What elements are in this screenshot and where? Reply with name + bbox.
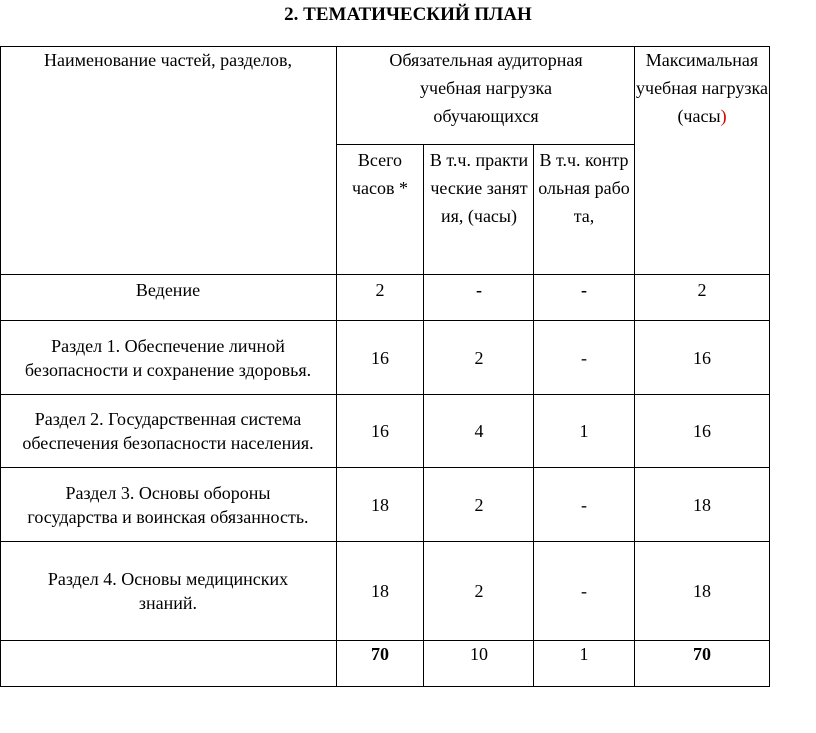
row-control: - [581,280,587,300]
row-max: 2 [697,280,707,300]
header-name: Наименование частей, разделов, [43,50,293,70]
row-name: Раздел 4. Основы медицинских знаний. [47,569,289,613]
header-total: Всего часов * [351,150,409,198]
row-max: 16 [693,421,711,441]
totals-total: 70 [371,644,389,664]
row-control: - [581,347,587,368]
table-border-bottom [0,686,770,687]
row-practice: 2 [474,494,484,515]
row-practice: 2 [474,581,484,601]
header-bottom-line [0,274,770,275]
table-border-right [769,46,770,687]
header-max: Максимальная учебная нагрузка (часы) [636,50,768,126]
totals-control: 1 [579,644,589,664]
header-group: Обязательная аудиторная учебная нагрузка обучающихся [389,50,583,126]
totals-name [0,642,336,682]
row-name: Раздел 1. Обеспечение личной безопасности и сохранение здоровья. [24,335,312,380]
row-control: 1 [579,421,589,441]
totals-max: 70 [693,644,711,664]
row-name: Раздел 2. Государственная система обеспечения безопасности населения. [22,409,314,453]
row-total: 2 [375,280,385,300]
row-practice: 4 [474,421,484,441]
row-max: 18 [693,494,711,515]
row-name: Ведение [135,280,201,300]
table-border-left [0,46,1,687]
row-max: 18 [693,581,711,601]
row-practice: 2 [474,347,484,368]
row-total: 16 [371,421,389,441]
row-total: 16 [371,347,389,368]
header-control: В т.ч. контрольная работа, [538,150,630,226]
row-total: 18 [371,581,389,601]
row-control: - [581,494,587,515]
row-name: Раздел 3. Основы обороны государства и воинская обязанность. [27,482,309,527]
header-practice: В т.ч. практические занятия, (часы) [429,150,529,226]
page-title: 2. ТЕМАТИЧЕСКИЙ ПЛАН [284,4,532,25]
row-max: 16 [693,347,711,368]
totals-practice: 10 [470,644,488,664]
row-total: 18 [371,494,389,515]
header-divider [336,144,634,145]
row-control: - [581,581,587,601]
row-practice: - [476,280,482,300]
row-line [0,640,770,641]
